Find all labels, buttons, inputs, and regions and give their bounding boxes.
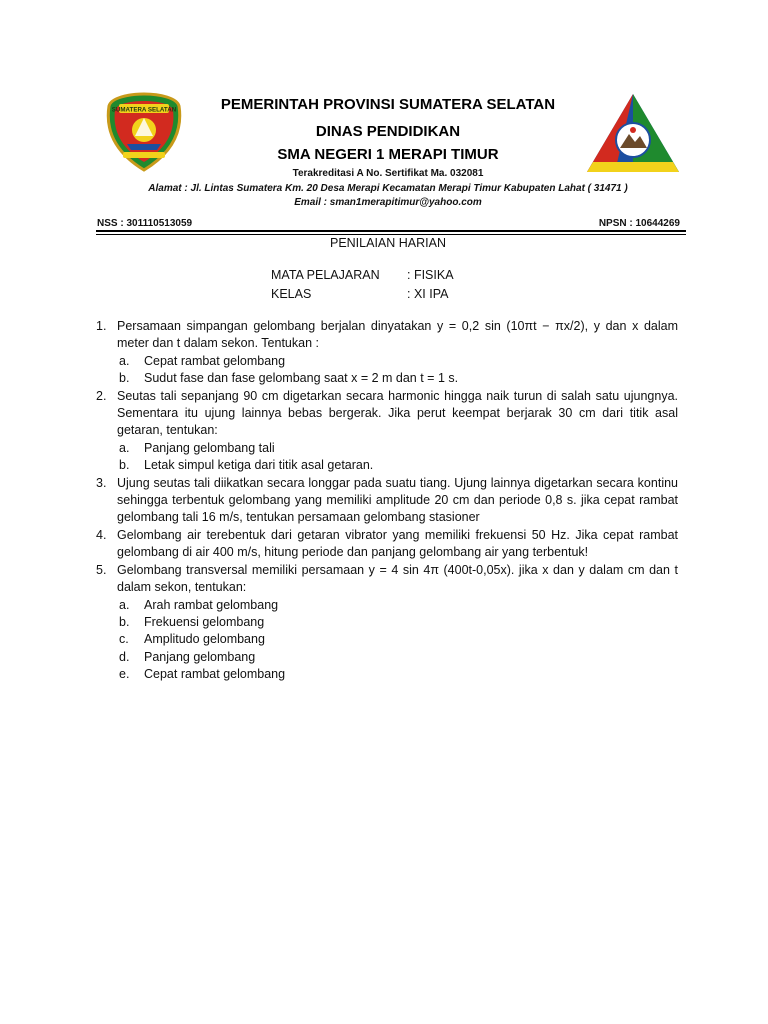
school-email: Email : sman1merapitimur@yahoo.com <box>294 197 482 208</box>
question-item <box>96 527 678 562</box>
subject-row <box>271 268 454 282</box>
emblem-text: SUMATERA SELATAN <box>111 106 177 114</box>
question-item <box>96 475 678 527</box>
sub-text: Cepat rambat gelombang <box>144 353 286 368</box>
nss-number: NSS : 301110513059 <box>97 218 193 229</box>
sub-letter: b. <box>119 371 130 386</box>
question-number: 1. <box>96 319 107 333</box>
sub-letter: e. <box>119 667 130 682</box>
department-title: DINAS PENDIDIKAN <box>315 123 461 140</box>
sub-question <box>117 457 678 474</box>
class-label: KELAS <box>271 287 312 301</box>
question-number: 5. <box>96 562 107 577</box>
sub-question <box>117 614 678 631</box>
header-divider-thin <box>96 234 686 235</box>
exam-title: PENILAIAN HARIAN <box>329 236 446 250</box>
sub-letter: b. <box>119 614 130 629</box>
sub-letter: a. <box>119 597 130 612</box>
question-item <box>96 388 678 475</box>
question-number: 4. <box>96 527 107 542</box>
class-row <box>271 287 448 301</box>
sub-question <box>117 597 678 614</box>
sub-question <box>117 666 678 683</box>
government-title: PEMERINTAH PROVINSI SUMATERA SELATAN <box>220 96 556 113</box>
sub-letter: b. <box>119 458 130 473</box>
subject-value: : FISIKA <box>407 268 454 282</box>
sub-text: Cepat rambat gelombang <box>144 667 286 682</box>
accreditation-text: Terakreditasi A No. Sertifikat Ma. 032081 <box>292 168 484 179</box>
question-number: 3. <box>96 475 107 490</box>
school-address: Alamat : Jl. Lintas Sumatera Km. 20 Desa Merapi Kecamatan Merapi Timur Kabupaten Lahat ( 31471 ) <box>148 183 628 194</box>
sub-text: Letak simpul ketiga dari titik asal getaran. <box>144 458 374 473</box>
sub-question <box>117 649 678 666</box>
question-text: Ujung seutas tali diikatkan secara longgar pada suatu tiang. Ujung lainnya digetarkan secara kontinu sehingga terbentuk gelombang yang memiliki amplitude 20 cm dan periode 0,8 s. jika cepat rambat gelombang tali 16 m/s, tentukan persamaan gelombang stasioner <box>117 475 678 525</box>
sub-text: Amplitudo gelombang <box>144 632 265 647</box>
sub-question <box>117 370 678 387</box>
question-item <box>96 562 678 684</box>
sub-text: Arah rambat gelombang <box>144 597 279 612</box>
question-text: Gelombang transversal memiliki persamaan y = 4 sin 4π (400t-0,05x). jika x dan y dalam cm dan t dalam sekon, tentukan: <box>117 562 678 595</box>
header-divider-thick <box>96 230 686 232</box>
sub-letter: c. <box>119 632 129 647</box>
question-list <box>96 318 678 684</box>
question-text: Gelombang air terebentuk dari getaran vibrator yang memiliki frekuensi 50 Hz. Jika cepat rambat gelombang di air 400 m/s, hitung periode dan panjang gelombang air yang terbentuk! <box>117 527 678 560</box>
sub-text: Sudut fase dan fase gelombang saat x = 2 m dan t = 1 s. <box>144 371 459 386</box>
school-name: SMA NEGERI 1 MERAPI TIMUR <box>277 146 499 163</box>
question-text: Persamaan simpangan gelombang berjalan dinyatakan y = 0,2 sin (10πt − πx/2), y dan x dalam meter dan t dalam sekon. Tentukan : <box>117 319 678 351</box>
question-text: Seutas tali sepanjang 90 cm digetarkan secara harmonic hingga naik turun di salah satu ujungnya. Sementara itu ujung lainnya bebas bergerak. Jika perut keempat berjarak 30 cm dari titik asal getaran, tentukan: <box>117 388 678 438</box>
npsn-number: NPSN : 10644269 <box>598 218 680 229</box>
sub-text: Frekuensi gelombang <box>144 614 265 629</box>
class-value: : XI IPA <box>407 287 449 301</box>
sub-question <box>117 353 678 370</box>
sub-question <box>117 631 678 648</box>
sub-letter: d. <box>119 649 130 664</box>
sub-letter: a. <box>119 353 130 368</box>
sub-text: Panjang gelombang <box>144 649 256 664</box>
subject-label: MATA PELAJARAN <box>271 268 380 282</box>
question-item <box>96 318 678 388</box>
sub-text: Panjang gelombang tali <box>144 440 275 455</box>
sub-letter: a. <box>119 440 130 455</box>
sub-question <box>117 440 678 457</box>
question-number: 2. <box>96 388 107 403</box>
